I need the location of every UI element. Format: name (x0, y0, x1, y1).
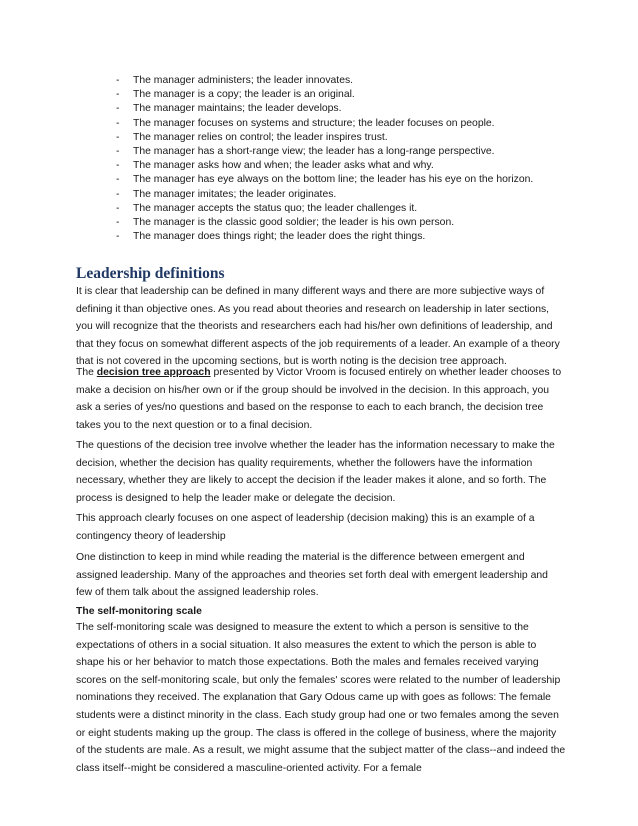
list-item: - The manager focuses on systems and structure; the leader focuses on people. (116, 117, 586, 131)
section-heading: Leadership definitions (76, 265, 225, 282)
intro-paragraph: It is clear that leadership can be defined in many different ways and there are more subjective ways of defining it than objective ones. As you read about theories and research on leadership in later sections, you will recognize that the theorists and researchers each had his/her own definitions of leadership, and that they focus on somewhat different aspects of the job requirements of a leader. An example of a theory that is not covered in the upcoming sections, but is worth noting is the decision tree approach. (76, 286, 560, 368)
distinction-paragraph: One distinction to keep in mind while reading the material is the difference between emergent and assigned leadership. Many of the approaches and theories set forth deal with emergent leadership and few of them talk about the assigned leadership roles. (76, 552, 548, 599)
decision-tree-paragraph (76, 364, 566, 434)
decision-tree-lead: The (76, 367, 97, 378)
list-item: - The manager does things right; the leader does the right things. (116, 230, 586, 244)
list-item: - The manager has eye always on the bottom line; the leader has his eye on the horizon. (116, 173, 586, 187)
list-item: - The manager administers; the leader innovates. (116, 74, 586, 88)
approach-paragraph: This approach clearly focuses on one aspect of leadership (decision making) this is an example of a contingency theory of leadership (76, 513, 535, 542)
list-item: - The manager relies on control; the leader inspires trust. (116, 131, 586, 145)
list-item: - The manager has a short-range view; the leader has a long-range perspective. (116, 145, 586, 159)
self-monitoring-paragraph: The self-monitoring scale was designed to measure the extent to which a person is sensitive to the expectations of others in a social situation. It also measures the extent to which the person is able to shape his or her behavior to match those expectations. Both the males and females received varying scores on the self-monitoring scale, but only the females' scores were related to the number of leadership nominations they received. The explanation that Gary Odous came up with goes as follows: The female students were a distinct minority in the class. Each study group had one or two females among the seven or eight students making up the group. The class is offered in the college of business, where the majority of the students are male. As a result, we might assume that the subject matter of the class--and indeed the class itself--might be considered a masculine-oriented activity. For a female (76, 622, 566, 774)
questions-paragraph: The questions of the decision tree involve whether the leader has the information necessary to make the decision, whether the decision has quality requirements, whether the followers have the information necessary, whether they are likely to accept the decision if the leader makes it alone, and so forth. The process is designed to help the leader make or delegate the decision. (76, 440, 555, 504)
decision-tree-text: presented by Victor Vroom is focused entirely on whether leader chooses to make a decision on his/her own or if the group should be involved in the decision. In this approach, you ask a series of yes/no questions and based on the response to each to each branch, the decision tree takes you to the next question or to a final decision. (76, 367, 562, 431)
self-monitoring-heading: The self-monitoring scale (76, 606, 202, 617)
manager-leader-list (116, 74, 586, 244)
list-item: - The manager is the classic good soldier; the leader is his own person. (116, 216, 586, 230)
decision-tree-link[interactable]: decision tree approach (96, 367, 211, 378)
list-item: - The manager is a copy; the leader is an original. (116, 88, 586, 102)
list-item: - The manager maintains; the leader develops. (116, 102, 586, 116)
list-item: - The manager imitates; the leader originates. (116, 188, 586, 202)
list-item: - The manager accepts the status quo; the leader challenges it. (116, 202, 586, 216)
list-item: - The manager asks how and when; the leader asks what and why. (116, 159, 586, 173)
